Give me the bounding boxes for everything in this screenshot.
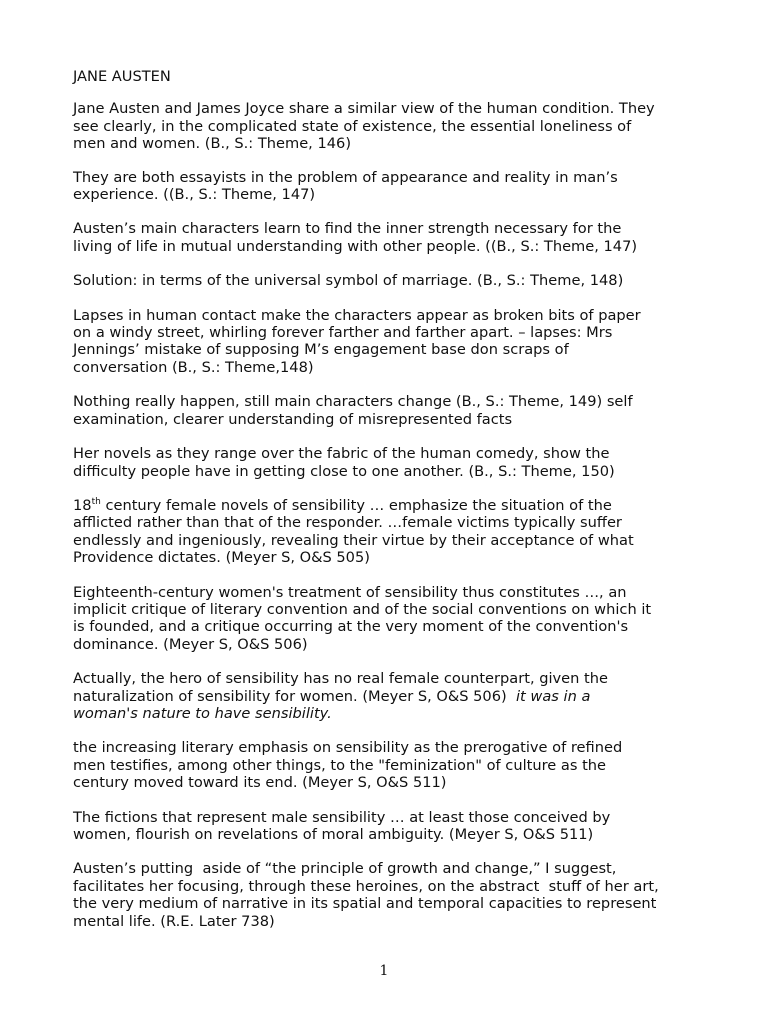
ordinal-superscript: th (91, 496, 101, 507)
line-normal-text: naturalization of sensibility for women. (Meyer S, O&S 506) (73, 687, 516, 705)
text-line: century moved toward its end. (Meyer S, O&S 511) (73, 774, 447, 792)
text-line: experience. ((B., S.: Theme, 147) (73, 186, 316, 204)
text-line: Jennings’ mistake of supposing M’s engagement base don scraps of (73, 341, 569, 359)
text-line: Jane Austen and James Joyce share a similar view of the human condition. They (73, 100, 655, 118)
text-line: Actually, the hero of sensibility has no real female counterpart, given the (73, 670, 608, 688)
text-line: Nothing really happen, still main characters change (B., S.: Theme, 149) self (73, 393, 633, 411)
paragraph (73, 860, 713, 930)
text-line: Her novels as they range over the fabric of the human comedy, show the (73, 445, 610, 463)
text-line: The fictions that represent male sensibility … at least those conceived by (73, 808, 611, 826)
line-italic-text: it was in a (515, 687, 591, 705)
text-line: on a windy street, whirling forever farther and farther apart. – lapses: Mrs (73, 324, 613, 342)
paragraph (73, 809, 713, 844)
text-line: the very medium of narrative in its spatial and temporal capacities to represent (73, 895, 657, 913)
text-line: Austen’s putting aside of “the principle of growth and change,” I suggest, (73, 860, 617, 878)
text-line: living of life in mutual understanding with other people. ((B., S.: Theme, 147) (73, 237, 638, 255)
text-line: examination, clearer understanding of misrepresented facts (73, 410, 513, 428)
document-body (73, 68, 713, 947)
paragraph (73, 497, 713, 567)
text-line: implicit critique of literary convention and of the social conventions on which it (73, 600, 652, 618)
text-line (73, 497, 713, 514)
paragraph (73, 670, 713, 722)
paragraph (73, 584, 713, 654)
text-line: the increasing literary emphasis on sensibility as the prerogative of refined (73, 739, 623, 757)
paragraph (73, 100, 713, 152)
text-line: men testifies, among other things, to the "feminization" of culture as the (73, 756, 607, 774)
paragraph (73, 272, 713, 289)
text-line (73, 688, 713, 705)
text-line: dominance. (Meyer S, O&S 506) (73, 635, 308, 653)
paragraph (73, 393, 713, 428)
paragraph (73, 445, 713, 480)
text-line: conversation (B., S.: Theme,148) (73, 358, 314, 376)
century-number: 18 (73, 496, 92, 514)
text-line: difficulty people have in getting close to one another. (B., S.: Theme, 150) (73, 462, 615, 480)
text-line: Providence dictates. (Meyer S, O&S 505) (73, 549, 370, 567)
document-title: JANE AUSTEN (73, 68, 171, 85)
text-line: see clearly, in the complicated state of existence, the essential loneliness of (73, 117, 632, 135)
line-rest: century female novels of sensibility … emphasize the situation of the (100, 496, 612, 514)
text-line: Solution: in terms of the universal symbol of marriage. (B., S.: Theme, 148) (73, 272, 624, 290)
text-line-italic (73, 705, 713, 722)
text-line: Eighteenth-century women's treatment of sensibility thus constitutes …, an (73, 583, 627, 601)
italic-text: woman's nature to have sensibility. (73, 704, 332, 722)
text-line: is founded, and a critique occurring at the very moment of the convention's (73, 618, 629, 636)
text-line: mental life. (R.E. Later 738) (73, 912, 275, 930)
text-line: endlessly and ingeniously, revealing their virtue by their acceptance of what (73, 531, 634, 549)
page-number: 1 (379, 963, 389, 979)
text-line: Austen’s main characters learn to find the inner strength necessary for the (73, 220, 622, 238)
text-line: facilitates her focusing, through these heroines, on the abstract stuff of her art, (73, 877, 659, 895)
text-line: They are both essayists in the problem of appearance and reality in man’s (73, 168, 618, 186)
text-line: women, flourish on revelations of moral ambiguity. (Meyer S, O&S 511) (73, 826, 594, 843)
paragraph (73, 220, 713, 255)
text-line: men and women. (B., S.: Theme, 146) (73, 135, 352, 153)
paragraph (73, 169, 713, 204)
text-line: Lapses in human contact make the characters appear as broken bits of paper (73, 306, 641, 324)
paragraph (73, 307, 713, 377)
text-line: afflicted rather than that of the responder. …female victims typically suffer (73, 514, 622, 532)
paragraph (73, 739, 713, 791)
